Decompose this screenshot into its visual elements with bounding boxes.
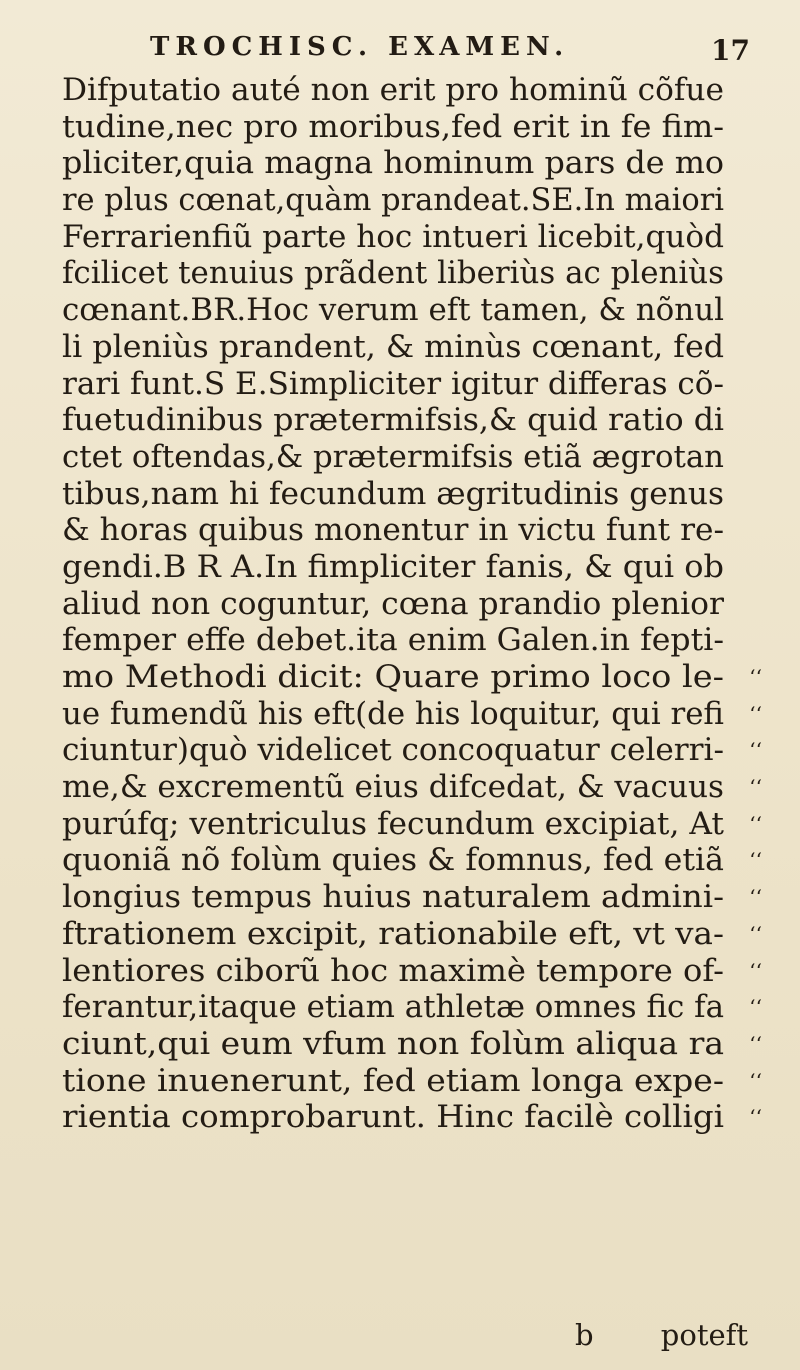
text-line [62, 182, 738, 219]
line-text: tibus,nam hi fecundum ægritudinis genus [62, 475, 724, 512]
quotation-mark: ‘‘ [749, 775, 762, 800]
text-line [62, 72, 738, 109]
text-line [62, 769, 762, 806]
quotation-mark: ‘‘ [749, 811, 762, 836]
text-line [62, 879, 762, 916]
line-text: pliciter,quia magna hominum pars de mo [62, 145, 724, 182]
text-line [62, 549, 738, 586]
text-line [62, 952, 762, 990]
line-text: ferantur,itaque etiam athletæ omnes fic fa [62, 989, 724, 1026]
text-line [62, 476, 738, 513]
line-text: ciuntur)quò videlicet concoquatur celerri- [62, 732, 724, 769]
text-line [62, 219, 738, 256]
quotation-mark: ‘‘ [749, 1105, 762, 1130]
text-line [62, 915, 762, 953]
text-line [62, 439, 738, 476]
line-text: tudine,nec pro moribus,fed erit in fe fim- [62, 108, 724, 145]
line-text: fuetudinibus prætermifsis,& quid ratio di [62, 402, 724, 439]
body-text [62, 72, 762, 1136]
text-line [62, 1025, 762, 1063]
page-footer [575, 1318, 748, 1352]
line-text: ftrationem excipit, rationabile eft, vt va- [62, 915, 724, 952]
line-text: ctet oftendas,& prætermifsis etiã ægrotan [62, 438, 724, 475]
quotation-mark: ‘‘ [749, 1068, 762, 1093]
line-text: cœnant.BR.Hoc verum eft tamen, & nõnul [62, 292, 724, 329]
line-text: rientia comprobarunt. Hinc facilè colligi [62, 1099, 724, 1136]
quotation-mark: ‘‘ [749, 995, 762, 1020]
page-header [150, 28, 750, 68]
signature-mark: b [575, 1318, 594, 1352]
quotation-mark: ‘‘ [749, 848, 762, 873]
line-text: re plus cœnat,quàm prandeat.SE.In maiori [62, 182, 724, 219]
text-line [62, 1099, 762, 1136]
text-line [62, 145, 738, 182]
running-title: TROCHISC. EXAMEN. [150, 32, 570, 62]
line-text: Difputatio auté non erit pro hominũ cõfue [62, 72, 724, 108]
text-line [62, 695, 762, 733]
quotation-mark: ‘‘ [749, 1031, 762, 1056]
text-line [62, 586, 738, 623]
text-line [62, 842, 762, 879]
line-text: rari funt.S E.Simpliciter igitur differas cõ- [62, 365, 724, 402]
text-line [62, 366, 738, 403]
line-text: fcilicet tenuius prãdent liberiùs ac pleniùs [62, 255, 724, 292]
line-text: mo Methodi dicit: Quare primo loco le- [62, 659, 724, 695]
quotation-mark: ‘‘ [749, 958, 762, 983]
line-text: tione inuenerunt, fed etiam longa expe- [62, 1062, 724, 1099]
line-text: me,& excrementũ eius difcedat, & vacuus [62, 769, 724, 806]
line-text: & horas quibus monentur in victu funt re- [62, 512, 724, 549]
text-line [62, 805, 762, 843]
text-line [62, 1062, 762, 1100]
line-text: longius tempus huius naturalem admini- [62, 879, 724, 916]
page-number: 17 [711, 34, 750, 67]
line-text: lentiores ciborũ hoc maximè tempore of- [62, 952, 725, 989]
text-line [62, 732, 762, 769]
quotation-mark: ‘‘ [749, 738, 762, 763]
text-line [62, 989, 762, 1026]
text-line [62, 109, 738, 146]
line-text: quoniã nõ folùm quies & fomnus, fed etiã [62, 842, 724, 879]
quotation-mark: ‘‘ [749, 885, 762, 910]
text-line [62, 255, 738, 292]
line-text: ue fumendũ his eft(de his loquitur, qui refi [62, 695, 724, 732]
line-text: aliud non coguntur, cœna prandio plenior [62, 585, 724, 622]
text-line [62, 659, 762, 696]
line-text: li pleniùs prandent, & minùs cœnant, fed [62, 328, 724, 365]
line-text: gendi.B R A.In fimpliciter fanis, & qui ob [62, 548, 725, 585]
quotation-mark: ‘‘ [749, 665, 762, 689]
line-text: femper effe debet.ita enim Galen.in fepti- [62, 622, 724, 659]
text-line [62, 329, 738, 366]
line-text: Ferrarienfiũ parte hoc intueri licebit,quòd [62, 218, 724, 255]
line-text: ciunt,qui eum vfum non folùm aliqua ra [62, 1025, 724, 1062]
text-line [62, 512, 738, 549]
text-line [62, 292, 738, 329]
text-line [62, 402, 738, 439]
line-text: purúfq; ventriculus fecundum excipiat, At [62, 805, 724, 842]
quotation-mark: ‘‘ [749, 701, 762, 726]
catchword: poteft [660, 1318, 749, 1352]
quotation-mark: ‘‘ [749, 921, 762, 946]
text-line [62, 622, 738, 659]
